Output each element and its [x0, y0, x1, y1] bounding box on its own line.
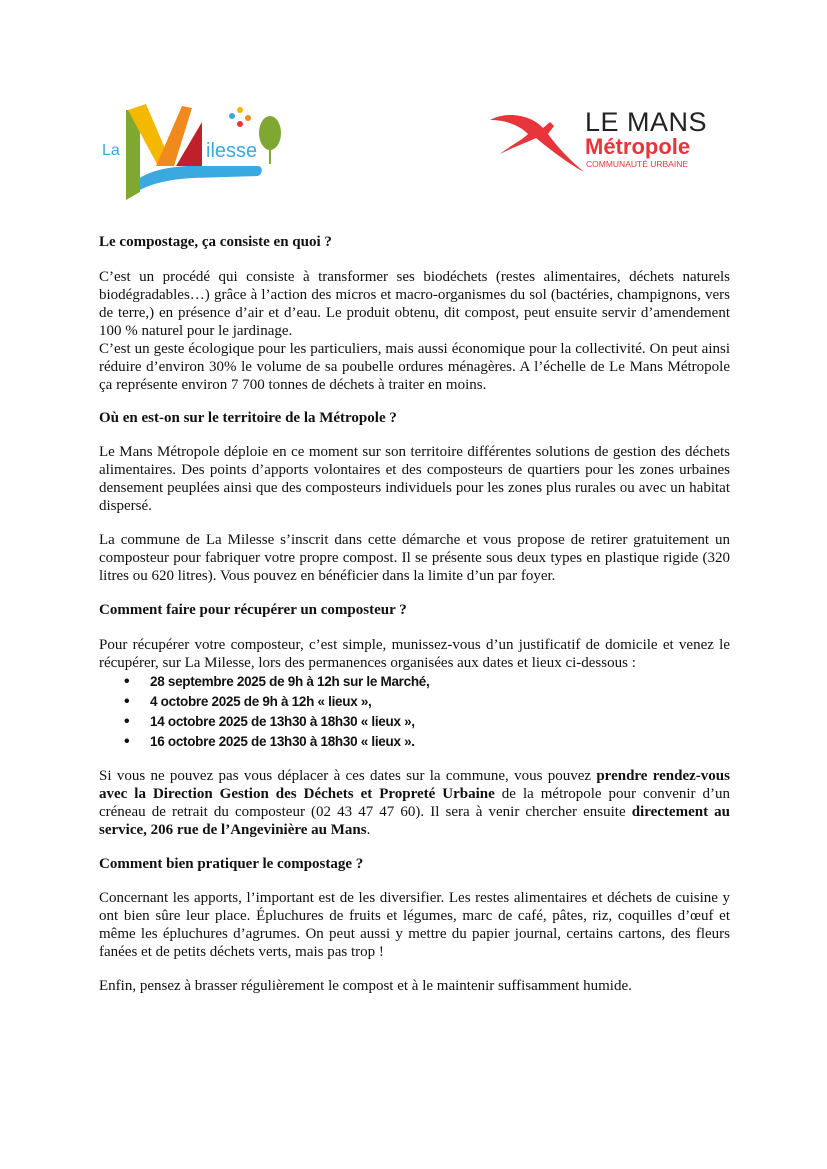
logo-la-text: La: [102, 142, 120, 159]
paragraph-rendez-vous: [99, 767, 730, 839]
paragraph: C’est un geste écologique pour les particuliers, mais aussi économique pour la collectivité. On peut ainsi réduire d’environ 30% le volume de sa poubelle ordures ménagères. A l’échelle de Le Mans Métropole ça représente environ 7 700 tonnes de déchets à traiter en moins.: [99, 341, 730, 393]
la-milesse-logo: [98, 100, 288, 205]
paragraph: Le Mans Métropole déploie en ce moment sur son territoire différentes solutions de gestion des déchets alimentaires. Des points d’apports volontaires et des composteurs de quartiers pour les zones urbaines densement peuplées ainsi que des composteurs individuels pour les zones plus rurales ou avec un habitat dispersé.: [99, 444, 730, 514]
bold-text: prendre rendez-vous avec la Direction Gestion des Déchets et Propreté Urbaine: [99, 768, 730, 802]
heading-pratiquer: Comment bien pratiquer le compostage ?: [99, 856, 364, 872]
logo-metropole-text: Métropole: [585, 134, 691, 159]
heading-recuperer: Comment faire pour récupérer un composteur ?: [99, 602, 407, 618]
list-item: • 14 octobre 2025 de 13h30 à 18h30 « lieux »,: [124, 712, 429, 732]
heading-compostage: Le compostage, ça consiste en quoi ?: [99, 234, 332, 250]
logo-ilesse-text: ilesse: [206, 140, 258, 162]
list-item: • 16 octobre 2025 de 13h30 à 18h30 « lieux ».: [124, 732, 429, 752]
paragraph: La commune de La Milesse s’inscrit dans cette démarche et vous propose de retirer gratuitement un composteur pour fabriquer votre propre compost. Il se présente sous deux types en plastique rigide (320 litres ou 620 litres). Vous pouvez en bénéficier dans la limite d’un par foyer.: [99, 532, 730, 584]
logo-communaute-text: COMMUNAUTÉ URBAINE: [586, 159, 689, 169]
list-item: • 4 octobre 2025 de 9h à 12h « lieux »,: [124, 692, 429, 712]
text: de la métropole pour convenir d’un créneau de retrait du composteur (02 43 47 47 60). Il sera à venir chercher ensuite: [99, 786, 730, 820]
text: Si vous ne pouvez pas vous déplacer à ces dates sur la commune, vous pouvez: [99, 768, 597, 784]
bold-text: directement au service, 206 rue de l’Angevinière au Mans: [99, 804, 730, 838]
list-item: • 28 septembre 2025 de 9h à 12h sur le Marché,: [124, 672, 429, 692]
paragraph: Pour récupérer votre composteur, c’est simple, munissez-vous d’un justificatif de domicile et venez le récupérer, sur La Milesse, lors des permanences organisées aux dates et lieux ci-dessous :: [99, 637, 730, 671]
dates-list: [124, 672, 429, 752]
paragraph: Enfin, pensez à brasser régulièrement le compost et à le maintenir suffisamment humide.: [99, 978, 632, 994]
paragraph: Concernant les apports, l’important est de les diversifier. Les restes alimentaires et déchets de cuisine y ont bien sûre leur place. Épluchures de fruits et légumes, marc de café, pâtes, riz, coquilles d’œuf et même les épluchures d’agrumes. On peut aussi y mettre du papier journal, certains cartons, des fleurs fanées et de petits déchets verts, mais pas trop !: [99, 890, 730, 960]
text: .: [366, 822, 371, 838]
paragraph: C’est un procédé qui consiste à transformer ses biodéchets (restes alimentaires, déchets naturels biodégradables…) grâce à l’action des micros et macro-organismes du sol (bactéries, champignons, vers de terre,) en présence d’air et d’eau. Le produit obtenu, dit compost, peut ensuite servir d’amendement 100 % naturel pour le jardinage.: [99, 269, 730, 339]
le-mans-metropole-logo: [488, 108, 728, 178]
heading-territoire: Où en est-on sur le territoire de la Métropole ?: [99, 410, 397, 426]
logo-le-mans-text: LE MANS: [585, 107, 708, 137]
